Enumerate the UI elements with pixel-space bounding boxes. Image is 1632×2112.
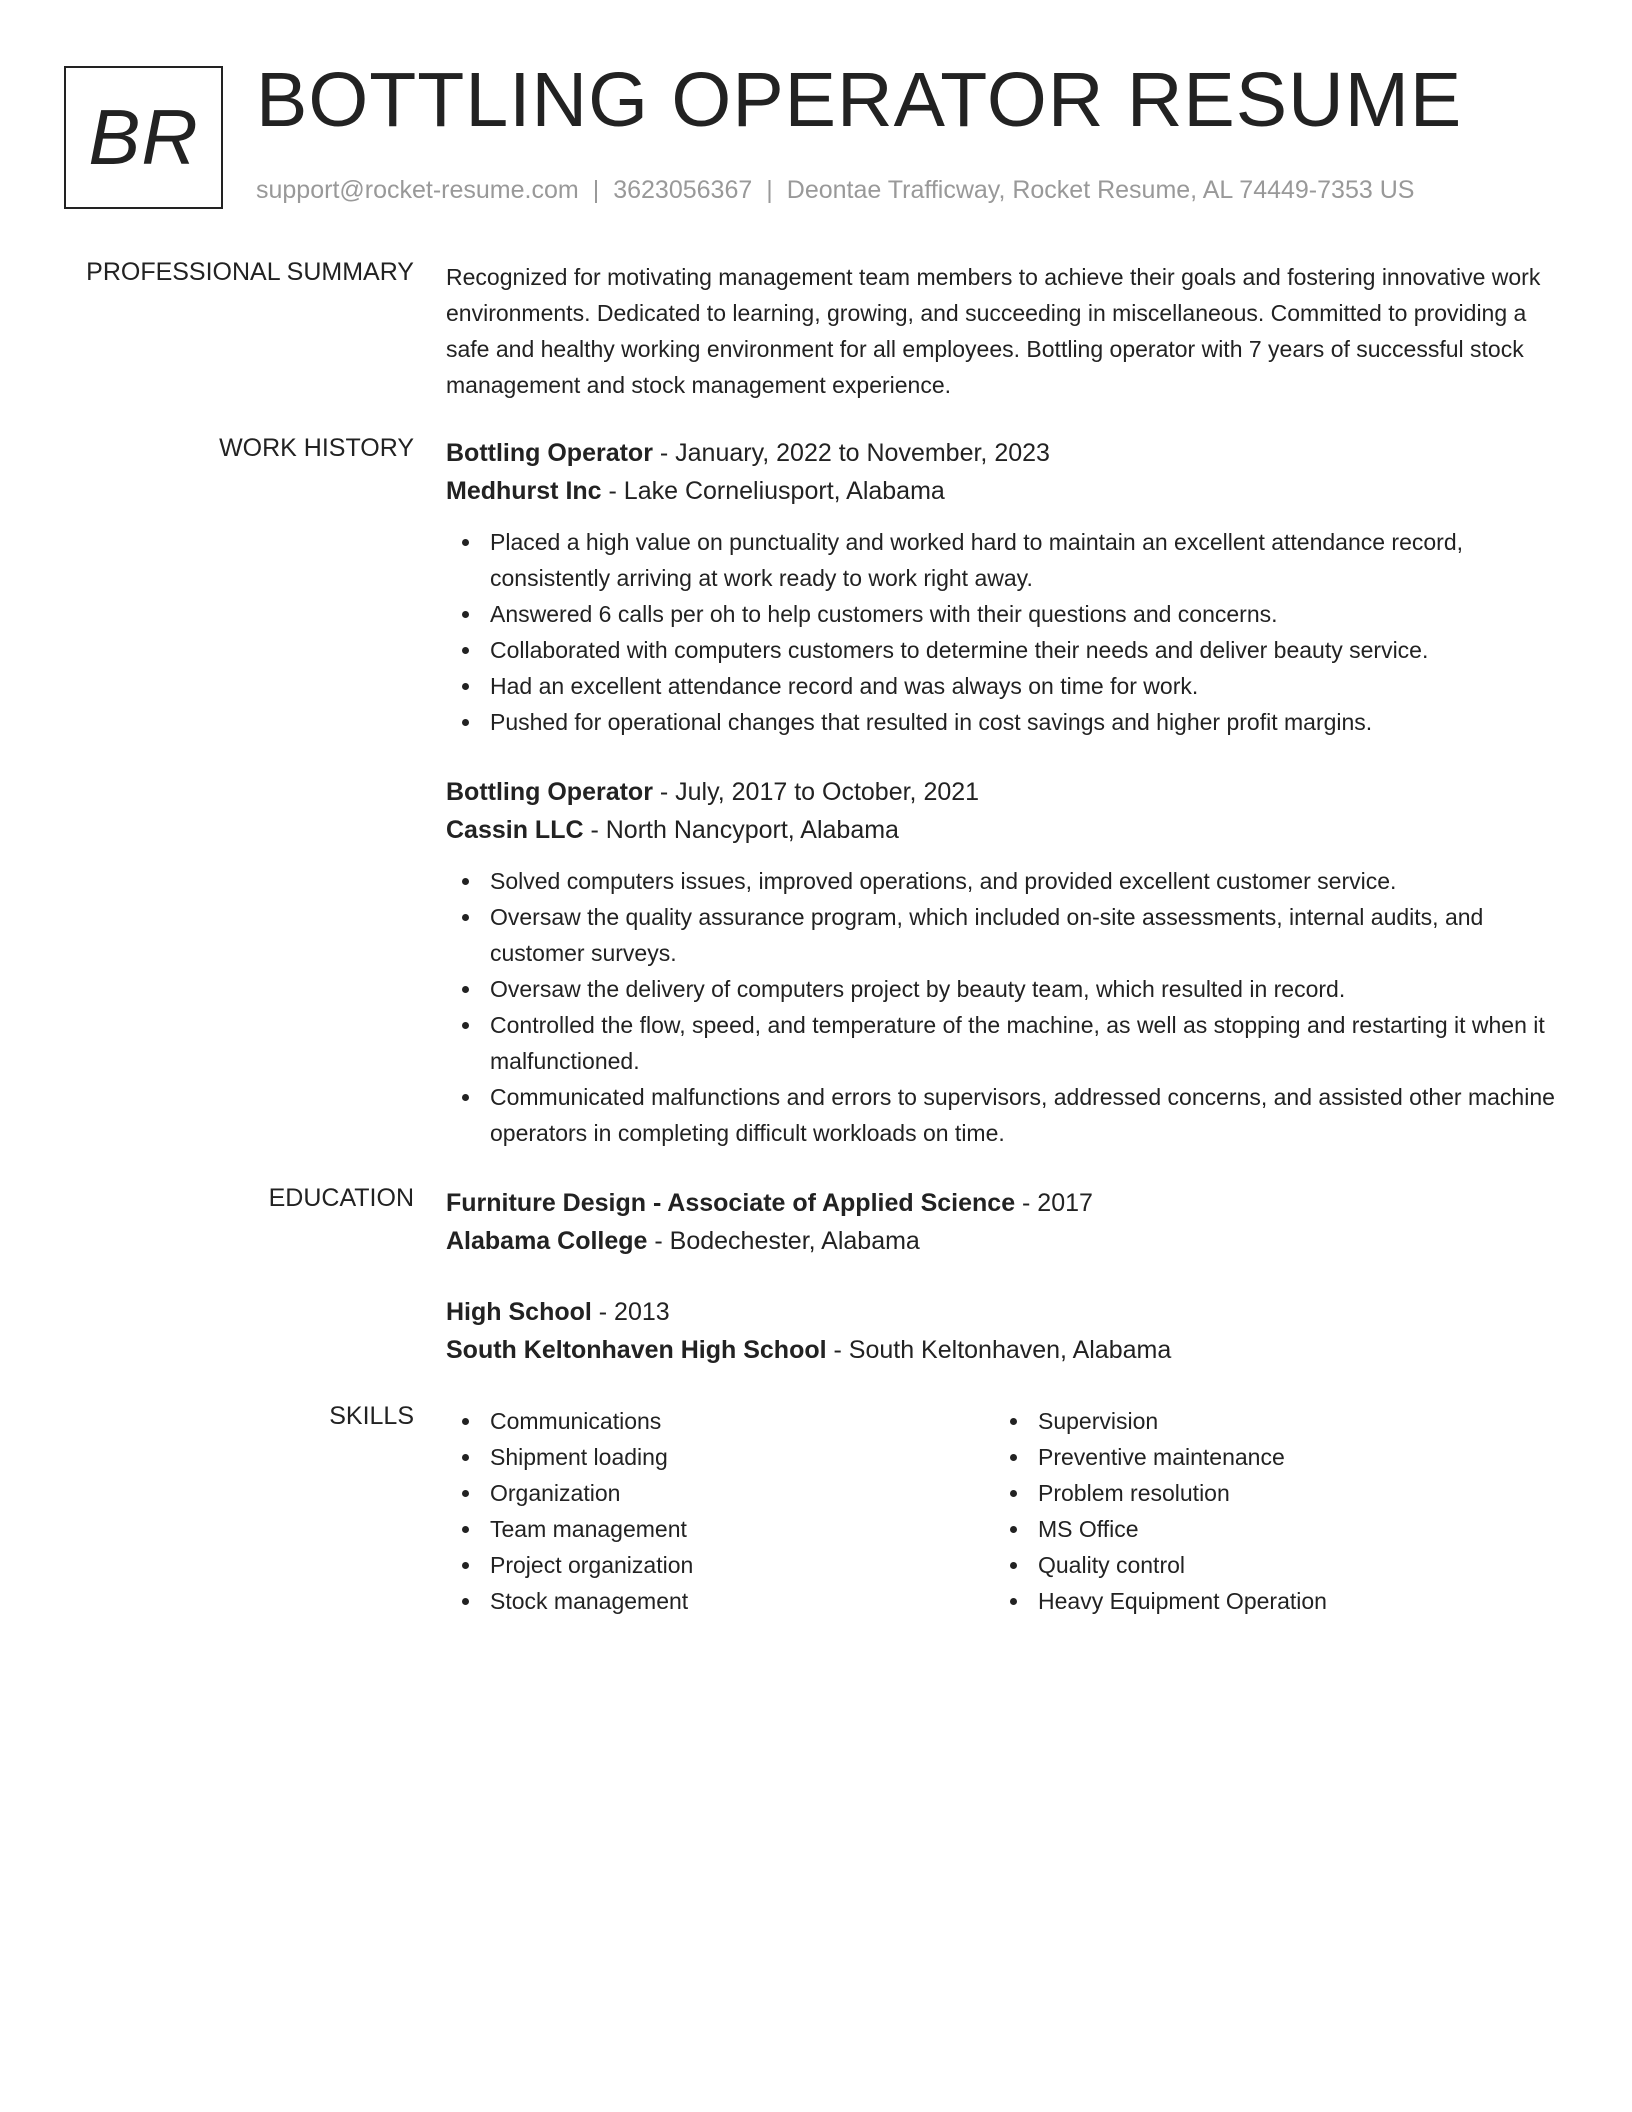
job-title: Bottling Operator [446, 778, 653, 806]
job-bullet: Answered 6 calls per oh to help customers with their questions and concerns. [446, 596, 1556, 632]
education-year: - 2013 [591, 1298, 670, 1326]
job-title-line [446, 773, 1556, 811]
skill-item: Communications [446, 1403, 994, 1439]
skills-columns [446, 1403, 1556, 1619]
skill-item: Preventive maintenance [994, 1439, 1542, 1475]
section-label-education: EDUCATION [268, 1184, 414, 1212]
job-bullets [446, 524, 1556, 740]
education-degree: High School [446, 1298, 592, 1326]
section-label-skills: SKILLS [329, 1402, 414, 1430]
skill-item: Quality control [994, 1547, 1542, 1583]
education-entry [446, 1184, 1556, 1260]
job-location: - Lake Corneliusport, Alabama [601, 477, 945, 505]
job-title: Bottling Operator [446, 439, 653, 467]
job-bullet: Oversaw the quality assurance program, which included on-site assessments, internal audits, and customer surveys. [446, 899, 1556, 971]
job-company-line [446, 811, 1556, 849]
job-entry [446, 773, 1556, 1151]
job-title-line [446, 434, 1556, 472]
job-bullet: Had an excellent attendance record and was always on time for work. [446, 668, 1556, 704]
skills-body [446, 1403, 1556, 1619]
job-bullet: Placed a high value on punctuality and worked hard to maintain an excellent attendance record, consistently arriving at work ready to work right away. [446, 524, 1556, 596]
skills-column-right [994, 1403, 1542, 1619]
job-bullet: Controlled the flow, speed, and temperature of the machine, as well as stopping and restarting it when it malfunctioned. [446, 1007, 1556, 1079]
skill-item: MS Office [994, 1511, 1542, 1547]
job-bullet: Collaborated with computers customers to determine their needs and deliver beauty service. [446, 632, 1556, 668]
skill-item: Project organization [446, 1547, 994, 1583]
skill-item: Problem resolution [994, 1475, 1542, 1511]
work-history-body [446, 434, 1556, 1151]
section-label-summary: PROFESSIONAL SUMMARY [86, 258, 414, 286]
contact-phone: 3623056367 [613, 176, 753, 204]
contact-email: support@rocket-resume.com [256, 176, 579, 204]
skills-column-left [446, 1403, 994, 1619]
job-bullet: Pushed for operational changes that resulted in cost savings and higher profit margins. [446, 704, 1556, 740]
education-location: - South Keltonhaven, Alabama [826, 1336, 1172, 1364]
job-dates: - January, 2022 to November, 2023 [652, 439, 1050, 467]
skill-item: Heavy Equipment Operation [994, 1583, 1542, 1619]
education-entry [446, 1293, 1556, 1369]
summary-body [446, 259, 1556, 403]
skills-list-right [994, 1403, 1542, 1619]
contact-line [256, 176, 1414, 205]
resume-title: BOTTLING OPERATOR RESUME [256, 57, 1463, 143]
job-bullet: Oversaw the delivery of computers project by beauty team, which resulted in record. [446, 971, 1556, 1007]
skill-item: Stock management [446, 1583, 994, 1619]
education-degree-line [446, 1293, 1556, 1331]
job-bullet: Communicated malfunctions and errors to supervisors, addressed concerns, and assisted other machine operators in completing difficult workloads on time. [446, 1079, 1556, 1151]
education-year: - 2017 [1015, 1189, 1093, 1217]
education-school-line [446, 1331, 1556, 1369]
skills-list-left [446, 1403, 994, 1619]
job-entry [446, 434, 1556, 740]
job-location: - North Nancyport, Alabama [583, 816, 899, 844]
education-school-line [446, 1222, 1556, 1260]
summary-text: Recognized for motivating management team members to achieve their goals and fostering innovative work environments. Dedicated to learning, growing, and succeeding in miscellaneous. Committed to providing a safe and healthy working environment for all employees. Bottling operator with 7 years of successful stock management and stock management experience. [446, 264, 1541, 398]
contact-address: Deontae Trafficway, Rocket Resume, AL 74449-7353 US [786, 176, 1415, 204]
education-school: South Keltonhaven High School [446, 1336, 827, 1364]
job-bullets [446, 863, 1556, 1151]
education-location: - Bodechester, Alabama [647, 1227, 920, 1255]
education-body [446, 1184, 1556, 1369]
skill-item: Team management [446, 1511, 994, 1547]
skill-item: Supervision [994, 1403, 1542, 1439]
contact-separator: | [592, 176, 600, 204]
skill-item: Organization [446, 1475, 994, 1511]
job-bullet: Solved computers issues, improved operations, and provided excellent customer service. [446, 863, 1556, 899]
education-degree-line [446, 1184, 1556, 1222]
job-company-line [446, 472, 1556, 510]
skill-item: Shipment loading [446, 1439, 994, 1475]
education-degree: Furniture Design - Associate of Applied Science [446, 1189, 1016, 1217]
monogram-initials: BR [88, 93, 199, 181]
education-school: Alabama College [446, 1227, 648, 1255]
contact-separator: | [766, 176, 773, 204]
section-label-work-history: WORK HISTORY [219, 434, 414, 462]
monogram-box [64, 66, 223, 209]
job-company: Medhurst Inc [446, 477, 602, 505]
job-dates: - July, 2017 to October, 2021 [652, 778, 980, 806]
job-company: Cassin LLC [446, 816, 584, 844]
